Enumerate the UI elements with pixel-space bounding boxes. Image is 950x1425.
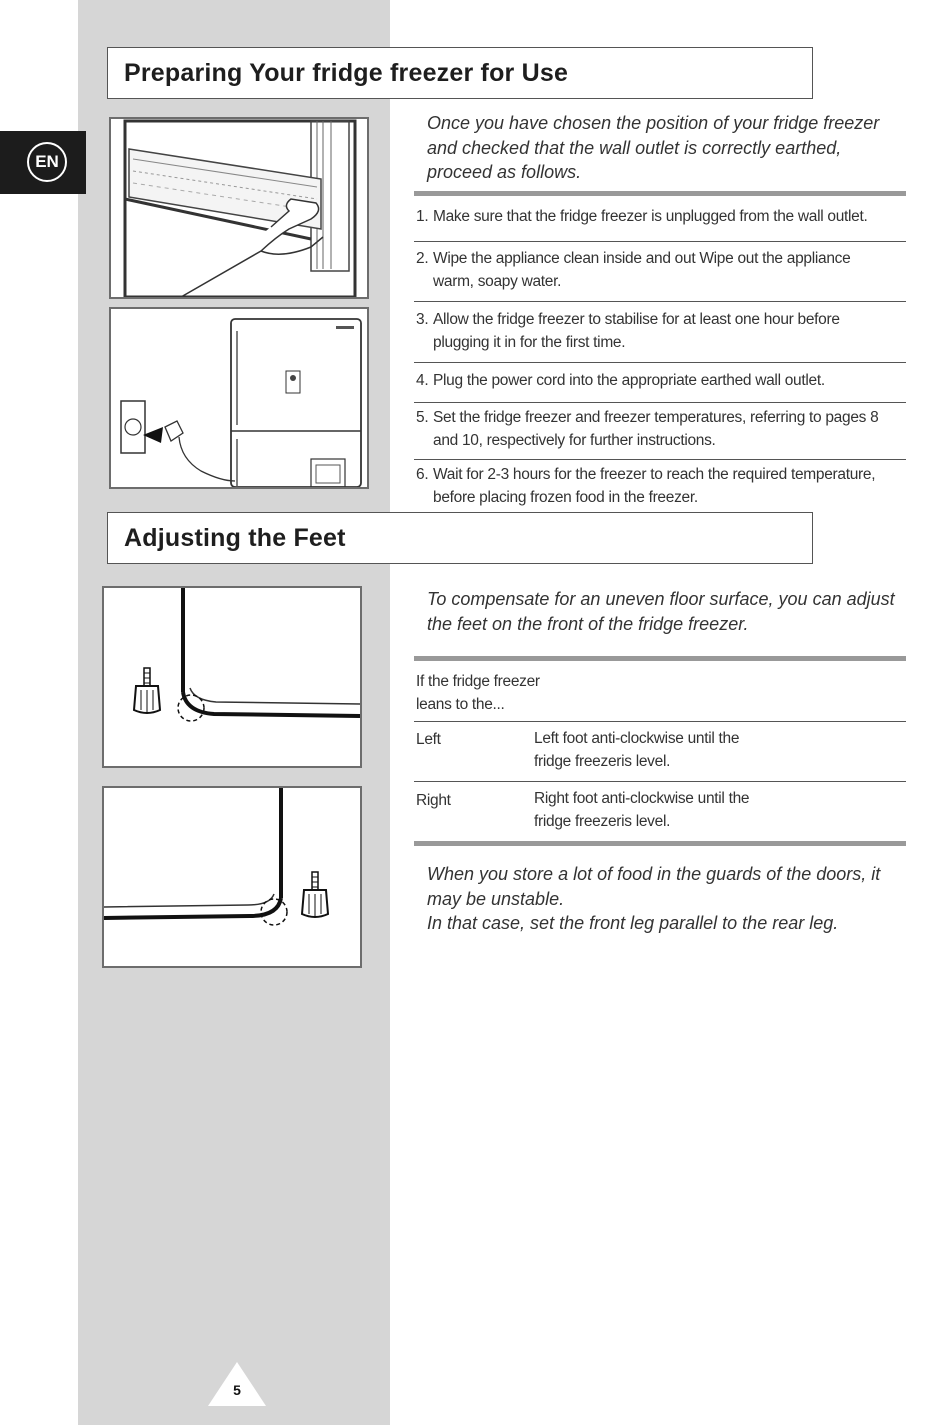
table-divider [414,721,906,722]
step-1-number: 1. [416,208,429,225]
intro-preparing: Once you have chosen the position of your fridge freezer and checked that the wall outlet is correctly earthed, proceed as follows. [427,113,880,182]
section1-top-rule [414,191,906,196]
table-divider [414,781,906,782]
step-3-text: Allow the fridge freezer to stabilise for at least one hour before [433,311,840,328]
section-title-box-feet [107,512,813,564]
intro-feet: To compensate for an uneven floor surface, you can adjust the feet on the front of the fridge freezer. [427,589,895,634]
table-row-left-action-line1: Left foot anti-clockwise until the [534,730,740,747]
door-shelf-illustration [109,117,369,299]
language-tab [0,131,86,194]
language-badge: EN [27,142,67,182]
step-1 [416,206,908,229]
step-6-text: Wait for 2-3 hours for the freezer to reach the required temperature, [433,466,876,483]
table-row-left-action [534,728,894,773]
section-title-feet: Adjusting the Feet [124,524,346,552]
step-4 [416,370,908,393]
section-title-preparing: Preparing Your fridge freezer for Use [124,59,569,87]
step-3-text-cont: plugging it in for the first time. [433,333,626,351]
step-divider [414,459,906,460]
page-number: 5 [233,1382,241,1398]
fridge-plug-illustration [109,307,369,489]
table-header-line2: leans to the... [416,695,505,713]
step-6 [416,464,908,509]
table-header-line1: If the fridge freezer [416,673,540,690]
step-5-text: Set the fridge freezer and freezer temperatures, referring to pages 8 [433,409,879,426]
step-divider [414,402,906,403]
step-3 [416,309,908,354]
table-header [416,671,616,716]
stability-note-line1: When you store a lot of food in the guards of the doors, it [427,864,881,884]
step-6-text-cont: before placing frozen food in the freezer. [433,488,698,506]
table-row-left-side: Left [416,731,441,748]
step-2 [416,248,908,293]
step-2-text-cont: warm, soapy water. [433,272,562,290]
page-number-badge [208,1362,266,1406]
table-row-right-side: Right [416,792,451,809]
left-foot-illustration [102,586,362,768]
stability-note [427,862,912,936]
table-row-left-action-line2: fridge freezeris level. [534,752,671,770]
stability-note-line3: In that case, set the front leg parallel to the rear leg. [427,913,839,933]
table-row-right-action-line1: Right foot anti-clockwise until the [534,790,750,807]
table-row-right-action-line2: fridge freezeris level. [534,812,671,830]
step-1-text: Make sure that the fridge freezer is unplugged from the wall outlet. [433,208,868,225]
step-2-number: 2. [416,250,429,267]
step-4-number: 4. [416,372,429,389]
step-4-text: Plug the power cord into the appropriate earthed wall outlet. [433,372,825,389]
step-3-number: 3. [416,311,429,328]
step-5-text-cont: and 10, respectively for further instructions. [433,431,716,449]
step-divider [414,362,906,363]
stability-note-line2: may be unstable. [427,888,565,909]
step-divider [414,301,906,302]
section-title-box-preparing [107,47,813,99]
table-row-right-action [534,788,894,833]
step-divider [414,241,906,242]
right-foot-illustration [102,786,362,968]
step-5 [416,407,908,452]
table-top-rule [414,656,906,661]
step-5-number: 5. [416,409,429,426]
table-bottom-rule [414,841,906,846]
step-2-text: Wipe the appliance clean inside and out Wipe out the appliance [433,250,851,267]
step-6-number: 6. [416,466,429,483]
